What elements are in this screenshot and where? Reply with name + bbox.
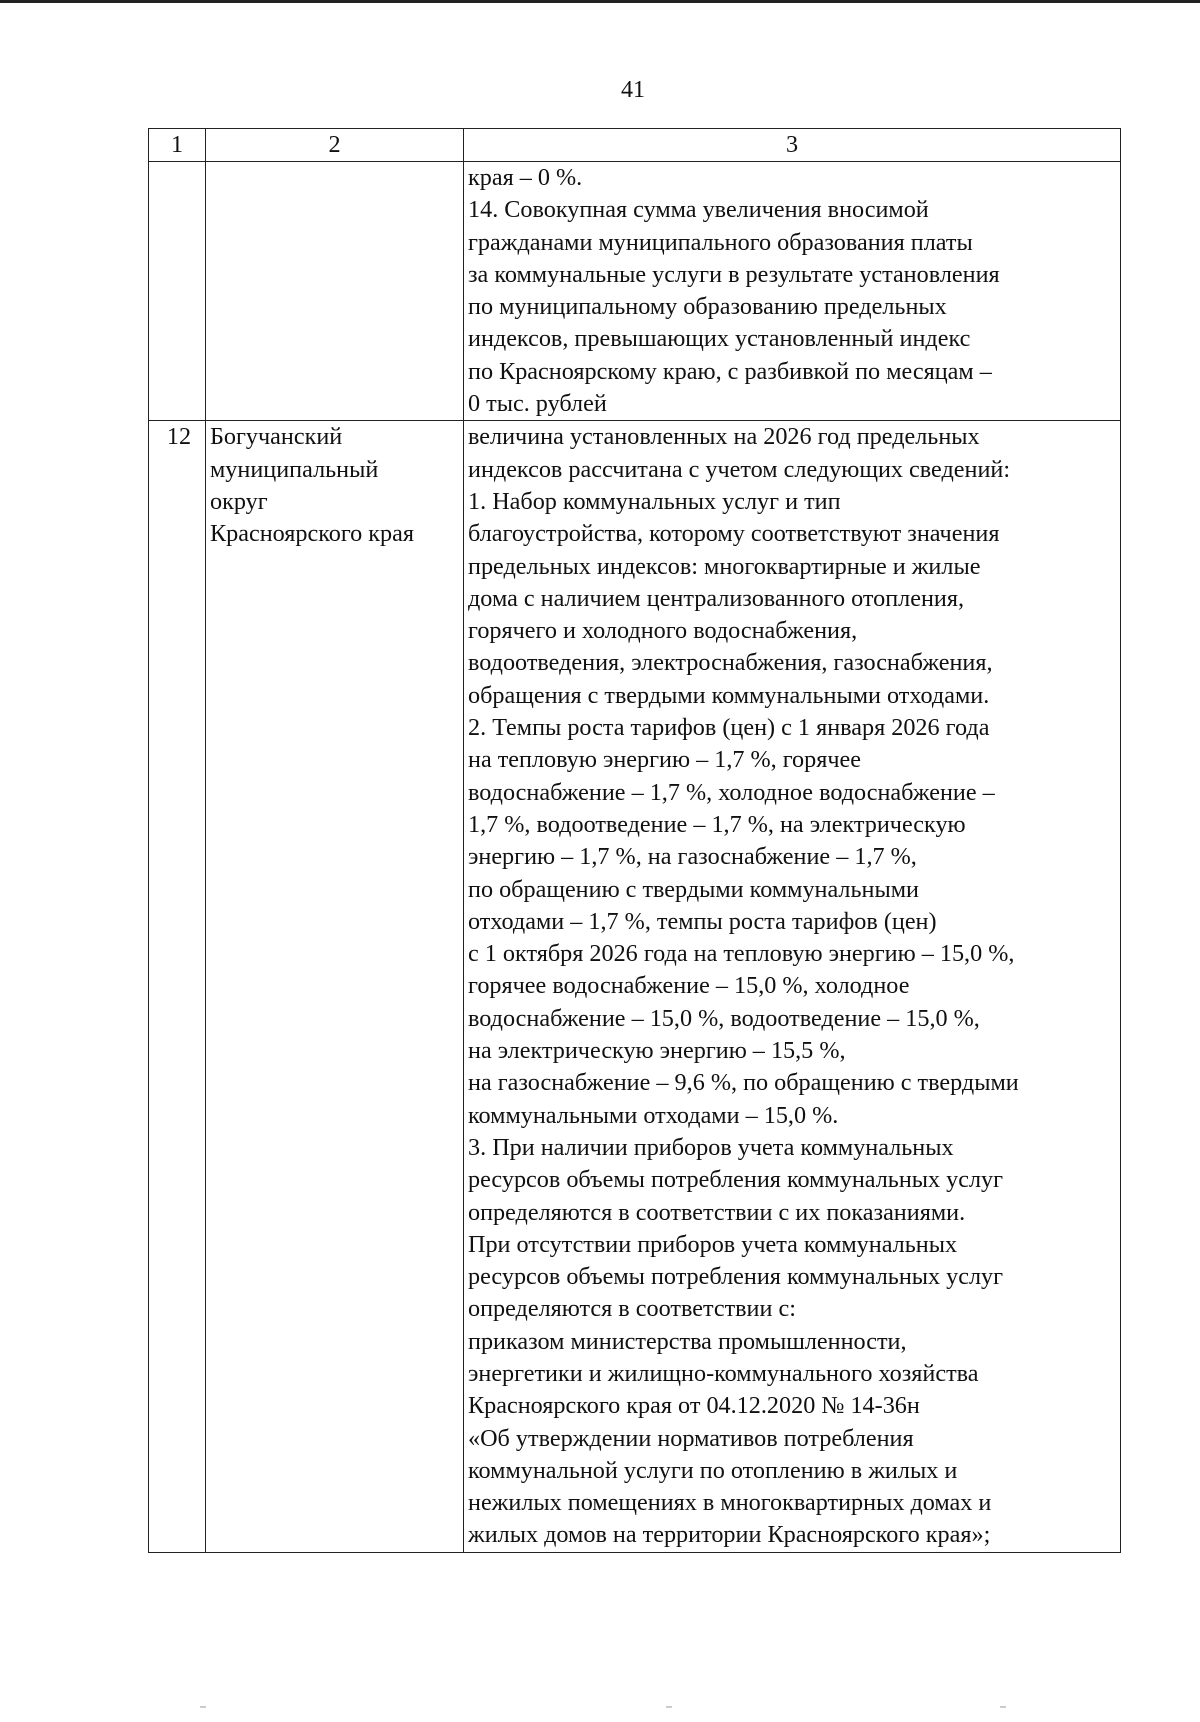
row-number-cell — [149, 421, 206, 1552]
municipality-cell — [206, 162, 464, 421]
row-number-cell — [149, 162, 206, 421]
description-line: индексов, превышающих установленный индекс — [468, 325, 971, 353]
column-header-1: 1 — [149, 129, 206, 162]
description-line: нежилых помещениях в многоквартирных домах и — [468, 1489, 992, 1517]
description-line: энергетики и жилищно-коммунального хозяйства — [468, 1359, 979, 1387]
description-line: 1,7 %, водоотведение – 1,7 %, на электрическую — [468, 810, 966, 838]
description-line: за коммунальные услуги в результате установления — [468, 260, 1000, 288]
description-line: по обращению с твердыми коммунальными — [468, 875, 919, 903]
description-line: 14. Совокупная сумма увеличения вносимой — [468, 196, 929, 224]
description-line: коммунальной услуги по отоплению в жилых и — [468, 1456, 958, 1484]
description-cell — [464, 421, 1121, 1552]
municipality-name-line: округ — [210, 487, 268, 515]
description-line: отходами – 1,7 %, темпы роста тарифов (цен) — [468, 907, 937, 935]
page-number: 41 — [621, 77, 645, 103]
municipality-name-line: Богучанский — [210, 423, 343, 451]
description-line: с 1 октября 2026 года на тепловую энергию – 15,0 %, — [468, 940, 1015, 968]
description-line: водоснабжение – 15,0 %, водоотведение – 15,0 %, — [468, 1004, 980, 1032]
description-line: на тепловую энергию – 1,7 %, горячее — [468, 746, 862, 774]
description-line: определяются в соответствии с: — [468, 1295, 796, 1323]
description-line: Красноярского края от 04.12.2020 № 14-36н — [468, 1392, 920, 1420]
description-line: по муниципальному образованию предельных — [468, 293, 947, 321]
description-line: гражданами муниципального образования платы — [468, 228, 973, 256]
description-line: 2. Темпы роста тарифов (цен) с 1 января 2026 года — [468, 714, 990, 742]
description-line: дома с наличием централизованного отопления, — [468, 584, 965, 612]
row-number: 12 — [166, 423, 192, 451]
description-line: обращения с твердыми коммунальными отходами. — [468, 681, 990, 709]
description-line: ресурсов объемы потребления коммунальных услуг — [468, 1263, 1004, 1291]
description-line: по Красноярскому краю, с разбивкой по месяцам – — [468, 357, 992, 385]
description-line: водоотведения, электроснабжения, газоснабжения, — [468, 649, 993, 677]
table-row — [149, 421, 1121, 1552]
description-line: благоустройства, которому соответствуют значения — [468, 520, 1000, 548]
description-line: «Об утверждении нормативов потребления — [468, 1424, 914, 1452]
description-line: на газоснабжение – 9,6 %, по обращению с твердыми — [468, 1069, 1019, 1097]
description-line: величина установленных на 2026 год предельных — [468, 423, 980, 451]
scan-top-edge — [0, 0, 1200, 3]
description-line: 3. При наличии приборов учета коммунальных — [468, 1133, 954, 1161]
document-table — [148, 128, 1121, 1553]
description-cell — [464, 162, 1121, 421]
description-line: индексов рассчитана с учетом следующих сведений: — [468, 455, 1011, 483]
table-row — [149, 162, 1121, 421]
description-line: на электрическую энергию – 15,5 %, — [468, 1037, 846, 1065]
description-line: водоснабжение – 1,7 %, холодное водоснабжение – — [468, 778, 995, 806]
description-line: определяются в соответствии с их показаниями. — [468, 1198, 966, 1226]
description-line: 1. Набор коммунальных услуг и тип — [468, 487, 841, 515]
description-line: горячего и холодного водоснабжения, — [468, 617, 858, 645]
column-header-3: 3 — [464, 129, 1121, 162]
description-line: приказом министерства промышленности, — [468, 1327, 907, 1355]
description-line: жилых домов на территории Красноярского края»; — [468, 1521, 991, 1549]
scan-bottom-marks — [0, 1706, 1200, 1716]
description-line: 0 тыс. рублей — [468, 390, 607, 418]
municipality-name-line: муниципальный — [210, 455, 379, 483]
table-header-row — [149, 129, 1121, 162]
description-line: горячее водоснабжение – 15,0 %, холодное — [468, 972, 910, 1000]
description-line: края – 0 %. — [468, 164, 583, 191]
description-line: При отсутствии приборов учета коммунальных — [468, 1230, 958, 1258]
municipality-name-line: Красноярского края — [210, 520, 415, 548]
description-line: коммунальными отходами – 15,0 %. — [468, 1101, 839, 1129]
description-line: ресурсов объемы потребления коммунальных услуг — [468, 1166, 1004, 1194]
column-header-2: 2 — [206, 129, 464, 162]
description-line: энергию – 1,7 %, на газоснабжение – 1,7 %, — [468, 843, 917, 871]
description-line: предельных индексов: многоквартирные и жилые — [468, 552, 981, 580]
municipality-cell — [206, 421, 464, 1552]
